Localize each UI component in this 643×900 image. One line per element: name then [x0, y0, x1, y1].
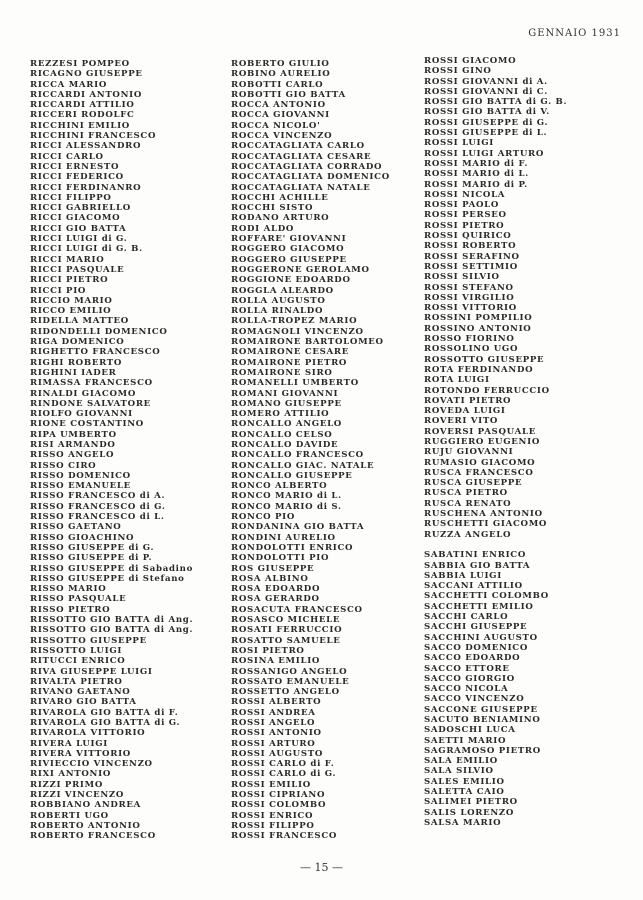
name-entry: ROSSI COLOMBO: [231, 800, 327, 811]
name-entry: ROSSI QUIRICO: [424, 231, 512, 242]
name-entry: SACCANI ATTILIO: [424, 581, 523, 592]
name-entry: RIVERA VITTORIO: [30, 748, 131, 759]
name-entry: RICCA MARIO: [30, 79, 108, 90]
name-entry: RISSOTTO LUIGI: [30, 645, 123, 656]
name-entry: RICCARDI ANTONIO: [30, 89, 143, 100]
name-entry: ROVEDA LUIGI: [424, 406, 506, 417]
name-entry: ROSSI NICOLA: [424, 189, 506, 200]
name-entry: SAGRAMOSO PIETRO: [424, 745, 541, 756]
name-entry: RIGHINI IADER: [30, 367, 117, 378]
name-entry: RISSO GIUSEPPE di P.: [30, 553, 153, 564]
name-entry: RONCALLO CELSO: [231, 429, 333, 440]
name-entry: ROSSANIGO ANGELO: [231, 666, 348, 677]
name-entry: SALA SILVIO: [424, 766, 494, 777]
name-entry: ROCCATAGLIATA DOMENICO: [231, 172, 390, 183]
name-entry: RICCI GIO BATTA: [30, 223, 127, 234]
name-entry: RIGA DOMENICO: [30, 337, 125, 348]
page-header-date: GENNAIO 1931: [528, 28, 621, 39]
name-entry: ROSSI CIPRIANO: [231, 790, 326, 801]
name-entry: RUSCA FRANCESCO: [424, 467, 534, 478]
name-entry: ROSSI GIUSEPPE di G.: [424, 117, 549, 128]
name-entry: SACCO NICOLA: [424, 684, 509, 695]
name-column-2: [231, 59, 390, 842]
name-entry: ROFFARE' GIOVANNI: [231, 234, 347, 245]
name-entry: RICCI ERNESTO: [30, 161, 120, 172]
name-entry: RIVERA LUIGI: [30, 738, 109, 749]
name-entry: ROTA LUIGI: [424, 375, 490, 386]
name-entry: SACCHETTI EMILIO: [424, 601, 534, 612]
name-entry: ROSSI SETTIMIO: [424, 261, 518, 272]
name-entry: ROTA FERDINANDO: [424, 364, 534, 375]
name-entry: ROSSI FILIPPO: [231, 820, 315, 831]
name-entry: ROSSOLINO UGO: [424, 344, 519, 355]
name-entry: ROSSOTTO GIUSEPPE: [424, 354, 545, 365]
name-entry: RUSCA PIETRO: [424, 488, 508, 499]
name-entry: RONDOLOTTI ENRICO: [231, 542, 354, 553]
name-entry: ROCCATAGLIATA CESARE: [231, 151, 372, 162]
name-entry: ROCCA VINCENZO: [231, 131, 333, 142]
name-entry: ROSATI FERRUCCIO: [231, 625, 343, 636]
name-entry: SADOSCHI LUCA: [424, 725, 516, 736]
name-entry: RITUCCI ENRICO: [30, 656, 126, 667]
name-entry: RIVARO GIO BATTA: [30, 697, 137, 708]
name-entry: RUJU GIOVANNI: [424, 447, 514, 458]
name-entry: RICCI PIO: [30, 285, 87, 296]
name-entry: SABBIA LUIGI: [424, 570, 502, 581]
name-entry: ROSSI MARIO di F.: [424, 158, 529, 169]
name-entry: ROMANO GIUSEPPE: [231, 398, 342, 409]
name-entry: ROSSI LUIGI ARTURO: [424, 148, 545, 159]
name-entry: RISSO FRANCESCO di L.: [30, 512, 165, 523]
name-entry: ROCCA NICOLO': [231, 120, 321, 131]
name-entry: SALES EMILIO: [424, 776, 505, 787]
name-entry: ROLLA-TROPEZ MARIO: [231, 316, 358, 327]
name-entry: RIMASSA FRANCESCO: [30, 378, 153, 389]
name-entry: RICCI FERDINANRO: [30, 182, 142, 193]
name-entry: RONCALLO DAVIDE: [231, 439, 339, 450]
name-entry: RIVAROLA GIO BATTA di G.: [30, 718, 181, 728]
name-entry: RIVANO GAETANO: [30, 687, 131, 698]
name-entry: ROGGIONE EDOARDO: [231, 275, 351, 286]
name-entry: RONCO ALBERTO: [231, 481, 328, 492]
name-entry: RICCI GABRIELLO: [30, 203, 131, 214]
name-entry: RODANO ARTURO: [231, 213, 330, 224]
name-entry: ROSSI CARLO di F.: [231, 759, 335, 770]
name-entry: ROCCA GIOVANNI: [231, 110, 330, 121]
name-entry: SACCONE GIUSEPPE: [424, 704, 538, 715]
name-entry: RISSO MARIO: [30, 584, 107, 595]
name-entry: RICCI FEDERICO: [30, 172, 124, 183]
name-entry: ROSSI ENRICO: [231, 810, 314, 821]
name-entry: RUSCA GIUSEPPE: [424, 478, 523, 489]
name-entry: RONDANINA GIO BATTA: [231, 522, 365, 533]
name-entry: SAETTI MARIO: [424, 735, 507, 746]
name-entry: ROSA EDOARDO: [231, 584, 321, 595]
name-entry: ROSASCO MICHELE: [231, 615, 341, 626]
name-entry: SACCHINI AUGUSTO: [424, 632, 538, 643]
name-entry: RONCO PIO: [231, 512, 296, 523]
name-entry: RUZZA ANGELO: [424, 529, 512, 540]
name-entry: RUSCHENA ANTONIO: [424, 509, 543, 520]
name-column-1: [30, 59, 193, 842]
name-entry: SABATINI ENRICO: [424, 550, 527, 561]
name-entry: ROBBIANO ANDREA: [30, 800, 142, 811]
name-entry: ROSSI GIO BATTA di V.: [424, 107, 550, 118]
name-entry: ROSSI SILVIO: [424, 272, 500, 283]
name-entry: RONCALLO GIAC. NATALE: [231, 460, 375, 471]
name-column-3: [424, 56, 567, 828]
name-entry: SACCHI GIUSEPPE: [424, 622, 528, 633]
name-entry: SACCHI CARLO: [424, 612, 509, 623]
name-entry: ROMAIRONE BARTOLOMEO: [231, 337, 384, 348]
name-entry: SACCO VINCENZO: [424, 694, 525, 705]
name-entry: RISSO CIRO: [30, 460, 97, 471]
name-entry: RISSO GIUSEPPE di G.: [30, 542, 155, 553]
name-entry: RICCI GIACOMO: [30, 213, 121, 224]
name-entry: ROBERTO FRANCESCO: [30, 831, 156, 842]
name-entry: ROBINO AURELIO: [231, 69, 331, 80]
name-entry: ROGGLA ALEARDO: [231, 285, 334, 296]
name-entry: RISSO FRANCESCO di G.: [30, 501, 166, 512]
name-entry: ROBERTO GIULIO: [231, 59, 330, 69]
name-entry: ROTONDO FERRUCCIO: [424, 385, 550, 396]
name-entry: ROSSI SERAFINO: [424, 251, 520, 262]
name-entry: ROSSI FRANCESCO: [231, 831, 338, 842]
name-entry: ROCCATAGLIATA NATALE: [231, 182, 371, 193]
name-entry: RUMASIO GIACOMO: [424, 457, 536, 468]
name-entry: RONCALLO GIUSEPPE: [231, 470, 353, 481]
name-entry: ROSATTO SAMUELE: [231, 635, 341, 646]
name-entry: ROSACUTA FRANCESCO: [231, 604, 363, 615]
name-entry: ROSSINI POMPILIO: [424, 313, 533, 324]
name-entry: ROVATI PIETRO: [424, 395, 512, 406]
name-entry: RONDOLOTTI PIO: [231, 553, 330, 564]
name-entry: ROSSI ANGELO: [231, 718, 316, 728]
name-entry: ROSA GERARDO: [231, 594, 320, 605]
name-entry: ROSSI VIRGILIO: [424, 292, 515, 303]
name-entry: RIDONDELLI DOMENICO: [30, 326, 168, 337]
name-entry: ROSSI PERSEO: [424, 210, 507, 221]
name-entry: RICCO EMILIO: [30, 306, 112, 317]
name-entry: RINALDI GIACOMO: [30, 388, 137, 399]
name-entry: RIONE COSTANTINO: [30, 419, 144, 430]
name-entry: RICCI CARLO: [30, 151, 104, 162]
name-entry: ROSSI MARIO di P.: [424, 179, 528, 190]
name-entry: ROGGERO GIUSEPPE: [231, 254, 347, 265]
name-entry: RIVAROLA VITTORIO: [30, 728, 146, 739]
name-entry: RICCI PIETRO: [30, 275, 109, 286]
name-entry: SACCO EDOARDO: [424, 653, 521, 664]
name-entry: RIPA UMBERTO: [30, 429, 117, 440]
name-entry: ROSSI AUGUSTO: [231, 748, 324, 759]
name-entry: ROSSI GINO: [424, 66, 492, 77]
name-entry: ROSSETTO ANGELO: [231, 687, 340, 698]
name-entry: RICAGNO GIUSEPPE: [30, 69, 143, 80]
name-entry: RICCIO MARIO: [30, 295, 113, 306]
name-entry: ROCCATAGLIATA CORRADO: [231, 161, 383, 172]
name-entry: ROSSI GIACOMO: [424, 56, 517, 66]
name-entry: ROVERSI PASQUALE: [424, 426, 536, 437]
name-entry: ROGGERONE GEROLAMO: [231, 264, 370, 275]
name-entry: RIDELLA MATTEO: [30, 316, 129, 327]
name-entry: ROSSI PAOLO: [424, 200, 500, 211]
name-entry: ROGGERO GIACOMO: [231, 244, 345, 255]
name-entry: ROSSI STEFANO: [424, 282, 514, 293]
name-entry: SACUTO BENIAMINO: [424, 715, 541, 725]
name-entry: ROSSI LUIGI: [424, 138, 495, 149]
name-entry: RICCI ALESSANDRO: [30, 141, 142, 152]
name-entry: ROS GIUSEPPE: [231, 563, 315, 574]
name-entry: ROCCATAGLIATA CARLO: [231, 141, 365, 152]
name-entry: RUSCHETTI GIACOMO: [424, 519, 548, 530]
name-entry: RISSO PASQUALE: [30, 594, 127, 605]
name-entry: RISSO GIUSEPPE di Stefano: [30, 573, 185, 584]
name-entry: SALETTA CAIO: [424, 787, 505, 798]
name-entry: RUGGIERO EUGENIO: [424, 436, 540, 447]
name-entry: RIXI ANTONIO: [30, 769, 112, 780]
name-entry: RONCO MARIO di S.: [231, 501, 342, 512]
name-entry: RONCALLO FRANCESCO: [231, 450, 364, 461]
name-entry: RICCHINI FRANCESCO: [30, 131, 157, 142]
name-entry: RUSCA RENATO: [424, 498, 512, 509]
name-entry: RIGHETTO FRANCESCO: [30, 347, 161, 358]
name-entry: RIGHI ROBERTO: [30, 357, 123, 368]
name-entry: ROSI PIETRO: [231, 645, 305, 656]
name-entry: ROSSATO EMANUELE: [231, 676, 350, 687]
name-entry: SALIMEI PIETRO: [424, 797, 518, 808]
name-entry: SACCHETTI COLOMBO: [424, 591, 549, 602]
name-entry: RONCO MARIO di L.: [231, 491, 342, 502]
name-entry: RIZZI VINCENZO: [30, 790, 125, 801]
name-entry: RICCI MARIO: [30, 254, 105, 265]
name-entry: ROBERTI UGO: [30, 810, 109, 821]
name-entry: RICCARDI ATTILIO: [30, 100, 135, 111]
name-entry: ROSSI GIOVANNI di A.: [424, 76, 548, 87]
name-entry: RISSO EMANUELE: [30, 481, 131, 492]
name-entry: RISSO DOMENICO: [30, 470, 131, 481]
name-entry: ROSSI EMILIO: [231, 779, 311, 790]
name-entry: ROCCHI ACHILLE: [231, 192, 329, 203]
name-entry: ROMANELLI UMBERTO: [231, 378, 359, 389]
name-entry: ROMAIRONE SIRO: [231, 367, 333, 378]
name-entry: ROSA ALBINO: [231, 573, 309, 584]
name-entry: RIVIECCIO VINCENZO: [30, 759, 153, 770]
name-entry: ROSSI ROBERTO: [424, 241, 517, 252]
name-entry: RICCI LUIGI di G.: [30, 234, 128, 245]
name-entry: RICCI LUIGI di G. B.: [30, 244, 143, 255]
name-entry: RONCALLO ANGELO: [231, 419, 342, 430]
name-entry: RICCERI RODOLFC: [30, 110, 135, 121]
name-entry: ROMAGNOLI VINCENZO: [231, 326, 364, 337]
name-entry: RICCI PASQUALE: [30, 264, 125, 275]
name-entry: ROSSI ANTONIO: [231, 728, 322, 739]
name-entry: ROSSO FIORINO: [424, 334, 515, 345]
name-entry: RISSOTTO GIO BATTA di Ang.: [30, 615, 194, 626]
name-entry: ROLLA RINALDO: [231, 306, 324, 317]
name-entry: RISSO GIUSEPPE di Sabadino: [30, 563, 194, 574]
name-entry: RIVA GIUSEPPE LUIGI: [30, 666, 153, 677]
name-entry: RICCI FILIPPO: [30, 192, 112, 203]
name-entry: RODI ALDO: [231, 223, 295, 234]
name-entry: RINDONE SALVATORE: [30, 398, 151, 409]
name-entry: SALSA MARIO: [424, 817, 502, 828]
name-entry: RISSOTTO GIO BATTA di Ang.: [30, 625, 194, 636]
name-entry: SALIS LORENZO: [424, 807, 515, 818]
name-entry: ROMAIRONE CESARE: [231, 347, 350, 358]
name-entry: RIZZI PRIMO: [30, 779, 104, 790]
name-entry: SABBIA GIO BATTA: [424, 560, 531, 571]
name-entry: RISSOTTO GIUSEPPE: [30, 635, 147, 646]
name-entry: ROSSI GIO BATTA di G. B.: [424, 97, 568, 108]
name-entry: RONDINI AURELIO: [231, 532, 336, 543]
name-entry: RIOLFO GIOVANNI: [30, 409, 133, 420]
name-entry: ROSSI ALBERTO: [231, 697, 322, 708]
name-entry: ROSSI PIETRO: [424, 220, 505, 231]
name-entry: ROSSI VITTORIO: [424, 303, 517, 314]
name-entry: RISSO GIOACHINO: [30, 532, 135, 543]
name-entry: ROBOTTI GIO BATTA: [231, 89, 346, 100]
name-entry: SACCO DOMENICO: [424, 642, 529, 653]
name-entry: ROSSI GIUSEPPE di L.: [424, 128, 548, 139]
name-entry: ROLLA AUGUSTO: [231, 295, 326, 306]
name-entry: ROSSI ARTURO: [231, 738, 316, 749]
name-entry: ROBERTO ANTONIO: [30, 820, 141, 831]
name-entry: RISSO ANGELO: [30, 450, 115, 461]
name-entry: ROMERO ATTILIO: [231, 409, 330, 420]
name-entry: ROCCHI SISTO: [231, 203, 314, 214]
name-entry: RISI ARMANDO: [30, 439, 116, 450]
name-entry: ROSSINO ANTONIO: [424, 323, 532, 334]
name-entry: ROSINA EMILIO: [231, 656, 321, 667]
name-entry: ROMANI GIOVANNI: [231, 388, 339, 399]
name-entry: ROSSI GIOVANNI di C.: [424, 86, 548, 97]
name-entry: SACCO GIORGIO: [424, 673, 515, 684]
name-entry: RISSO GAETANO: [30, 522, 122, 533]
name-entry: RISSO PIETRO: [30, 604, 111, 615]
name-entry: ROSSI CARLO di G.: [231, 769, 337, 780]
name-entry: ROMAIRONE PIETRO: [231, 357, 348, 368]
name-entry: RISSO FRANCESCO di A.: [30, 491, 166, 502]
name-entry: REZZESI POMPEO: [30, 59, 130, 69]
name-entry: RIVAROLA GIO BATTA di F.: [30, 707, 179, 718]
name-entry: SACCO ETTORE: [424, 663, 510, 674]
name-entry: ROCCA ANTONIO: [231, 100, 326, 111]
name-entry: ROBOTTI CARLO: [231, 79, 324, 90]
name-entry: SALA EMILIO: [424, 756, 498, 767]
page-number: — 15 —: [300, 861, 343, 874]
name-entry: ROVERI VITO: [424, 416, 499, 427]
name-entry: RIVALTA PIETRO: [30, 676, 123, 687]
name-entry: ROSSI MARIO di L.: [424, 169, 529, 180]
name-entry: ROSSI ANDREA: [231, 707, 316, 718]
section-gap: [424, 540, 567, 550]
name-entry: RICCHINI EMILIO: [30, 120, 130, 131]
